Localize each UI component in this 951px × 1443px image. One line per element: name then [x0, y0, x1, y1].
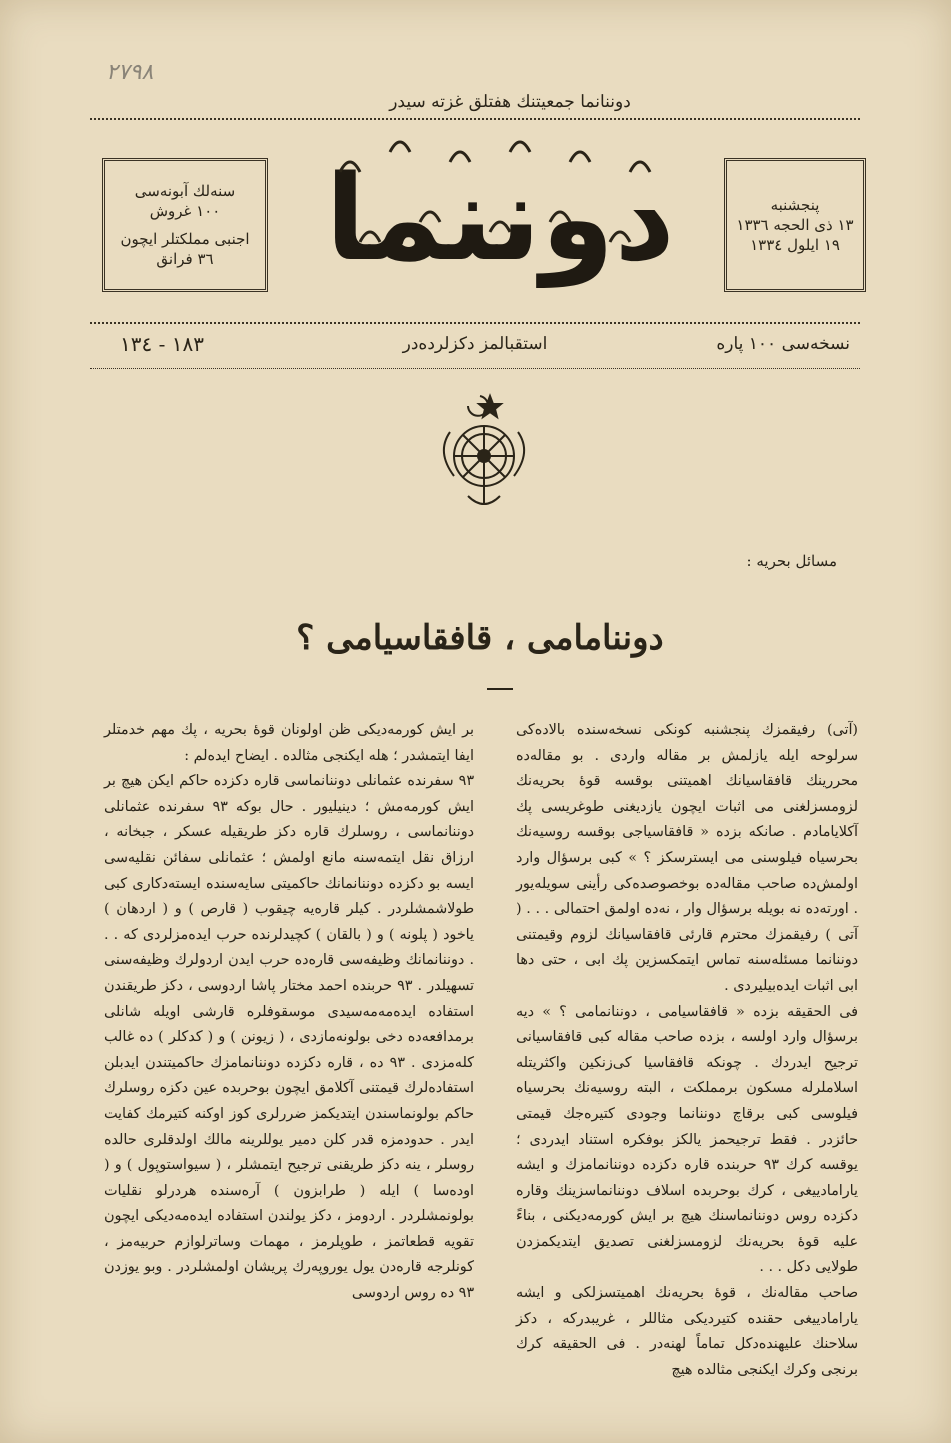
infobar-top-rule — [90, 322, 860, 324]
article-column-right — [516, 718, 858, 1383]
subscription-price: ١٠٠ غروش — [149, 201, 221, 220]
masthead — [300, 132, 700, 304]
headline-divider — [487, 688, 513, 690]
top-rule — [90, 118, 860, 120]
paragraph: فى الحقيقه بزده « قافقاسيامى ، دوننانمامى ؟ » ديه برسؤال وارد اولسه ، بزده صاحب مقاله كبى قافقاسيانى ترجيح ايدردك . چونكه قافقاسيا كى‌زنكين واكثريتله اسلاملرله مسكون برمملكت ، البته روسيه‌نك بحرسياه فيلوسى كبى برقاچ دوننانما وجودى كتيره‌جك قيمتى حائزدر . فقط ترجيحمز يالكز بوفكره استناد ايدردى ؛ يوقسه كرك ٩٣ حربنده قاره دكزده دوننانمامزك و ايشه يارامادييغى ، كرك بوحربده اسلاف دوننانماسزينك وقاره دكزده روس دوننانماسنك هيچ بر ايش كورمه‌ديكنى ، بناءً عليه قوۀ بحريه‌نك لزومسزلغنى تصديق ايتديكمزدن طولايى دكل . . . — [516, 1003, 858, 1276]
paragraph: بر ايش كورمه‌ديكى ظن اولونان قوۀ بحريه ، پك مهم خدمتلر ايفا ايتمشدر ؛ هله ايكنجى مثالده . ايضاح ايده‌لم : — [104, 722, 474, 764]
rumi-date: ١٩ ايلول ١٣٣٤ — [750, 236, 840, 255]
masthead-ornament-icon — [300, 132, 700, 304]
newspaper-subtitle: دوننانما جمعيتنك هفتلق غزته سيدر — [389, 92, 631, 112]
info-bar — [90, 330, 860, 364]
paragraph: ٩٣ سفرنده عثمانلى دوننانماسى قاره دكزده حاكم ايكن هيچ بر ايش كورمه‌مش ؛ دينيليور . حال بوكه ٩٣ سفرنده عثمانلى دوننانماسى ، روسلرك قاره دكز طريقيله عسكر ، جبخانه ، ارزاق نقل ايتمه‌سنه مانع اولمش ؛ عثمانلى سفائن نقليه‌سى ايسه بو دكزده دوننانمانك حاكميتى سايه‌سنده ايسته‌دكارى كبى طولاشمشلردر . كيلر قاره‌يه چيقوب ( قارص ) و ( اردهان ) ياخود ( پلونه ) و ( بالقان ) كچيدلرنده حرب ايده‌مزلردى كه . . . دوننانمانك وظيفه‌سى قاره‌ده حرب ايدن اردولرك وظيفه‌سنى تسهيلدر . ٩٣ حربنده احمد مختار پاشا اردوسى ، دكز طريقندن استفاده ايده‌مه‌مه‌سيدى موسقوفلره قارشى اويله شانلى برمدافعه‌ده دخى بولونه‌مازدى ، ( زيونن ) و ( كدكلر ) ده غالب كله‌مزدى . ٩٣ ده ، قاره دكزده دوننانمامزك حاكميتندن ايدبلن استفاده‌لرك قيمتنى آكلامق ايچون بوحربده عين دكزه روسلرك حاكم بولونماسندن ايتديكمز ضررلرى كوز اوكنه كتيرمك كفايت ايدر . حدودمزه قدر كلن دمير يوللرينه مالك اولدقلرى حالده روسلر ، ينه دكز طريقنى ترجيح ايتمشلر ، ( سيواستوپول ) و ( اوده‌سا ) ايله ( طرابزون ) آره‌سنده هردرلو نقليات بولونمشلردر . اردومز ، دكز يولندن استفاده ايده‌مه‌ديكى ايچون تقويه قطعاتمز ، طوپلرمز ، مهمات وساترلوازم حربيه‌مز ، كونلرجه قاره‌دن يول يوروپه‌رك پريشان اولمشلردر . وبو يوزدن ٩٣ ده روس اردوسى — [104, 773, 474, 1302]
article-headline: دوننامامى ، قافقاسيامى ؟ — [296, 618, 664, 658]
hijri-date: ١٣ ذى الحجه ١٣٣٦ — [736, 215, 854, 234]
anchor-wheel-emblem-icon — [428, 392, 540, 516]
article-column-left — [104, 718, 474, 1307]
masthead-title: دوننما — [325, 149, 675, 287]
weekday: پنجشنبه — [770, 195, 820, 214]
motto: استقبالمز دكزلرده‌در — [402, 334, 548, 354]
date-box — [724, 158, 866, 292]
pencil-archive-number: ۲۷۹۸ — [106, 60, 154, 85]
foreign-label: اجنبى مملكتلر ايچون — [120, 230, 250, 248]
issue-numbers: ١٨٣ - ١٣٤ — [120, 332, 204, 356]
subscription-box — [102, 158, 268, 292]
paragraph: (آتى) رفيقمزك پنجشنبه كونكى نسخه‌سنده بالاده‌كى سرلوحه ايله يازلمش بر مقاله واردى . بو مقاله‌ده محررينك قافقاسيانك اهميتنى بوقسه قوۀ بحريه‌نك لزومسزلغنى مى اثبات ايچون يازديغنى طوغريسى پك آكلايامادم . صانكه بزده « قافقاسياجى بوقسه روسيه‌نك بحرسياه فيلوسنى مى ايسترسكز ؟ » كبى برسؤال وارد اولمش‌ده صاحب مقاله‌ده بوخصوصده‌كى رأينى سويله‌يور . اورته‌ده نه بويله برسؤال وار ، نه‌ده اولمق احتمالى . . . ( آتى ) رفيقمزك محترم قارئى قافقاسيانك لزوم وقيمتنى دوننانما مسئله‌سنه تماس ايتمكسزين پك ابى ، حتى دها ابى اثبات ايده‌بيليردى . — [516, 722, 858, 994]
infobar-bottom-rule — [90, 368, 860, 369]
section-label: مسائل بحريه : — [746, 552, 837, 570]
subscription-label: سنه‌لك آبونه‌سى — [134, 181, 236, 200]
paragraph: صاحب مقاله‌نك ، قوۀ بحريه‌نك اهميتسزلكى و ايشه يارامادييغى حقنده كتيرديكى مثاللر ، غريبدركه ، دكز سلاحنك عليهنده‌دكل تماماً لهنه‌در . فى الحقيقه كرك برنجى وكرك ايكنجى مثالده هيچ — [516, 1285, 858, 1378]
foreign-price: ٣٦ فرانق — [156, 250, 214, 269]
issue-price: نسخه‌سى ١٠٠ پاره — [716, 334, 850, 354]
